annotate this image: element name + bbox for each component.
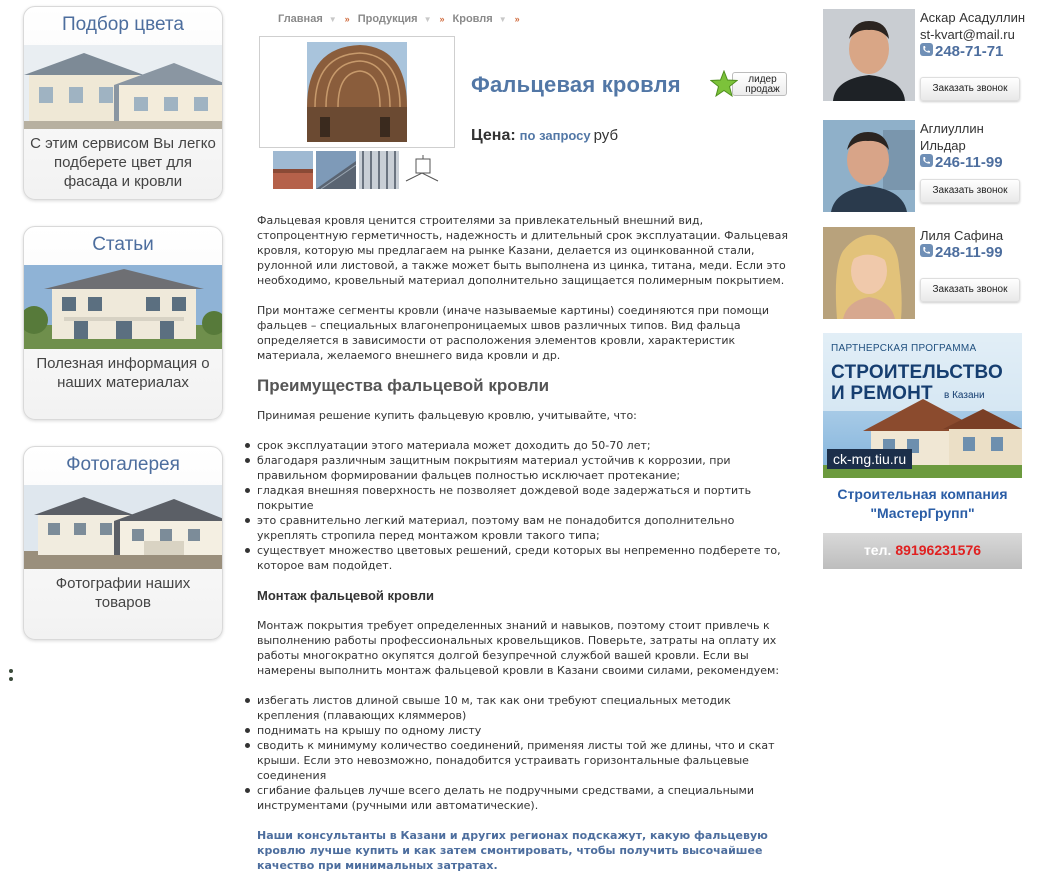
partner-headline-line-2: И РЕМОНТ: [831, 383, 933, 404]
company-name-line-2: "МастерГрупп": [870, 505, 975, 521]
gallery-title[interactable]: Фотогалерея: [66, 454, 180, 475]
avatar: [823, 227, 915, 319]
double-arrow-icon: »: [344, 14, 350, 24]
manager-info: [920, 9, 1030, 60]
company-name[interactable]: [823, 485, 1022, 523]
advantages-heading: Преимущества фальцевой кровли: [257, 376, 550, 395]
manager-phone-number: 248-71-71: [935, 43, 1004, 60]
manager-name: Аскар Асадуллин: [920, 10, 1026, 25]
list-item: поднимать на крышу по одному листу: [257, 723, 789, 738]
color-picker-image[interactable]: [24, 45, 222, 129]
partner-headline-line-1: СТРОИТЕЛЬСТВО: [831, 362, 1003, 383]
more-dots-icon: [9, 669, 14, 685]
phone-icon: [920, 244, 933, 261]
list-item: сгибание фальцев лучше всего делать не подручными средствами, а специальными инструментами (ручными или автоматические).: [257, 783, 789, 813]
articles-image[interactable]: [24, 265, 222, 349]
breadcrumb: [278, 13, 528, 25]
company-name-line-1: Строительная компания: [837, 486, 1008, 502]
chevron-down-icon[interactable]: ▼: [423, 14, 432, 24]
phone-icon: [920, 154, 933, 171]
price-value[interactable]: по запросу: [519, 128, 591, 143]
breadcrumb-home[interactable]: Главная: [278, 13, 323, 25]
manager-card: [823, 227, 1033, 319]
manager-phone: [920, 154, 1030, 171]
list-item: благодаря различным защитным покрытиям материал устойчив к коррозии, при правильном формировании фальцев полностью исключает протекание;: [257, 453, 789, 483]
manager-info: [920, 120, 1030, 171]
manager-card: [823, 120, 1033, 212]
articles-text: Полезная информация о наших материалах: [36, 355, 210, 391]
price-label: Цена:: [471, 127, 516, 144]
advantages-list: [257, 438, 789, 573]
color-picker-title[interactable]: Подбор цвета: [62, 14, 184, 35]
order-call-button[interactable]: Заказать звонок: [920, 278, 1020, 302]
order-call-button[interactable]: Заказать звонок: [920, 77, 1020, 101]
manager-phone: [920, 43, 1030, 60]
company-phone-number: 89196231576: [895, 542, 982, 558]
partner-program-banner[interactable]: [823, 333, 1022, 478]
mounting-heading: Монтаж фальцевой кровли: [257, 588, 434, 603]
list-item: это сравнительно легкий материал, поэтому вам не понадобится дополнительно укреплять стропила перед монтажом кровли такого типа;: [257, 513, 789, 543]
list-item: гладкая внешняя поверхность не позволяет дождевой воде задержаться и портить покрытие: [257, 483, 789, 513]
phone-icon: [920, 43, 933, 60]
double-arrow-icon: »: [439, 14, 445, 24]
manager-email[interactable]: st-kvart@mail.ru: [920, 27, 1015, 42]
chevron-down-icon[interactable]: ▼: [328, 14, 337, 24]
breadcrumb-roofing[interactable]: Кровля: [452, 13, 493, 25]
intro-paragraph-1: Фальцевая кровля ценится строителями за привлекательный внешний вид, стопроцентную герметичность, надежность и длительный срок эксплуатации. Фальцевая кровля, которую мы предлагаем на рынке Казани, делается из оцинкованной стали, рулонной или листовой, а также может быть выполнена из цинка, титана, меди. Если это необходимо, кровельный материал дополнительно защищается полимерным покрытием.: [257, 214, 788, 287]
thumbnail-4[interactable]: [402, 151, 442, 189]
manager-name: Аглиуллин Ильдар: [920, 121, 984, 153]
gallery-text: Фотографии наших товаров: [55, 575, 191, 611]
intro-paragraph-2: При монтаже сегменты кровли (иначе называемые картины) соединяются при помощи фальцев – специальных влагонепроницаемых швов различных типов. Вид фальца определяется в зависимости от расположения элементов кровли, характеристик материала, желаемого внешнего вида кровли и др.: [257, 304, 770, 362]
avatar: [823, 120, 915, 212]
company-phone: [823, 533, 1022, 569]
partner-url-link[interactable]: ck-mg.tiu.ru: [827, 449, 912, 469]
manager-phone-number: 246-11-99: [935, 154, 1003, 171]
list-item: сводить к минимуму количество соединений, применяя листы той же длины, что и скат крыши. Если это невозможно, понадобится устраивать горизонтальные фальцевые соединения: [257, 738, 789, 783]
gallery-image[interactable]: [24, 485, 222, 569]
bestseller-label: лидер продаж: [732, 72, 787, 96]
color-picker-text: С этим сервисом Вы легко подберете цвет для фасада и кровли: [30, 135, 216, 190]
price: [471, 127, 618, 145]
list-item: существует множество цветовых решений, среди которых вы непременно подберете то, которое вам подойдет.: [257, 543, 789, 573]
manager-phone: [920, 244, 1030, 261]
manager-name: Лиля Сафина: [920, 228, 1004, 243]
breadcrumb-products[interactable]: Продукция: [357, 13, 418, 25]
list-item: срок эксплуатации этого материала может доходить до 50-70 лет;: [257, 438, 789, 453]
chevron-down-icon[interactable]: ▼: [498, 14, 507, 24]
color-picker-card[interactable]: [23, 6, 223, 200]
thumbnail-1[interactable]: [273, 151, 313, 189]
manager-phone-number: 248-11-99: [935, 244, 1003, 261]
consultants-note: Наши консультанты в Казани и других регионах подскажут, какую фальцевую кровлю лучше купить и как затем смонтировать, чтобы получить высочайшее качество при минимальных затратах.: [257, 829, 768, 872]
product-thumbnails: [273, 151, 442, 189]
thumbnail-3[interactable]: [359, 151, 399, 189]
gallery-card[interactable]: [23, 446, 223, 640]
order-call-button[interactable]: Заказать звонок: [920, 179, 1020, 203]
product-title: Фальцевая кровля: [471, 72, 681, 97]
manager-card: [823, 9, 1033, 101]
partner-program-label: ПАРТНЕРСКАЯ ПРОГРАММА: [831, 343, 977, 354]
mounting-tips-list: [257, 693, 789, 813]
manager-info: [920, 227, 1030, 261]
star-icon: [710, 70, 738, 98]
advantages-lead: Принимая решение купить фальцевую кровлю, учитывайте, что:: [257, 409, 637, 422]
product-description: [257, 213, 789, 888]
company-phone-label: тел.: [863, 542, 892, 558]
bestseller-badge: [710, 70, 788, 98]
mounting-lead: Монтаж покрытия требует определенных знаний и навыков, поэтому стоит привлечь к выполнению работы профессиональных кровельщиков. Поверьте, затраты на оплату их работы многократно окупятся долгой безупречной службой вашей кровли. Если вы намерены выполнить монтаж фальцевой кровли в Казани своими силами, рекомендуем:: [257, 619, 780, 677]
articles-title[interactable]: Статьи: [92, 234, 154, 255]
price-currency: руб: [593, 127, 619, 144]
articles-card[interactable]: [23, 226, 223, 420]
list-item: избегать листов длиной свыше 10 м, так как они требуют специальных методик крепления (плавающих кляммеров): [257, 693, 789, 723]
product-main-photo[interactable]: [259, 36, 455, 148]
thumbnail-2[interactable]: [316, 151, 356, 189]
avatar: [823, 9, 915, 101]
double-arrow-icon: »: [514, 14, 520, 24]
partner-city: в Казани: [944, 390, 985, 401]
